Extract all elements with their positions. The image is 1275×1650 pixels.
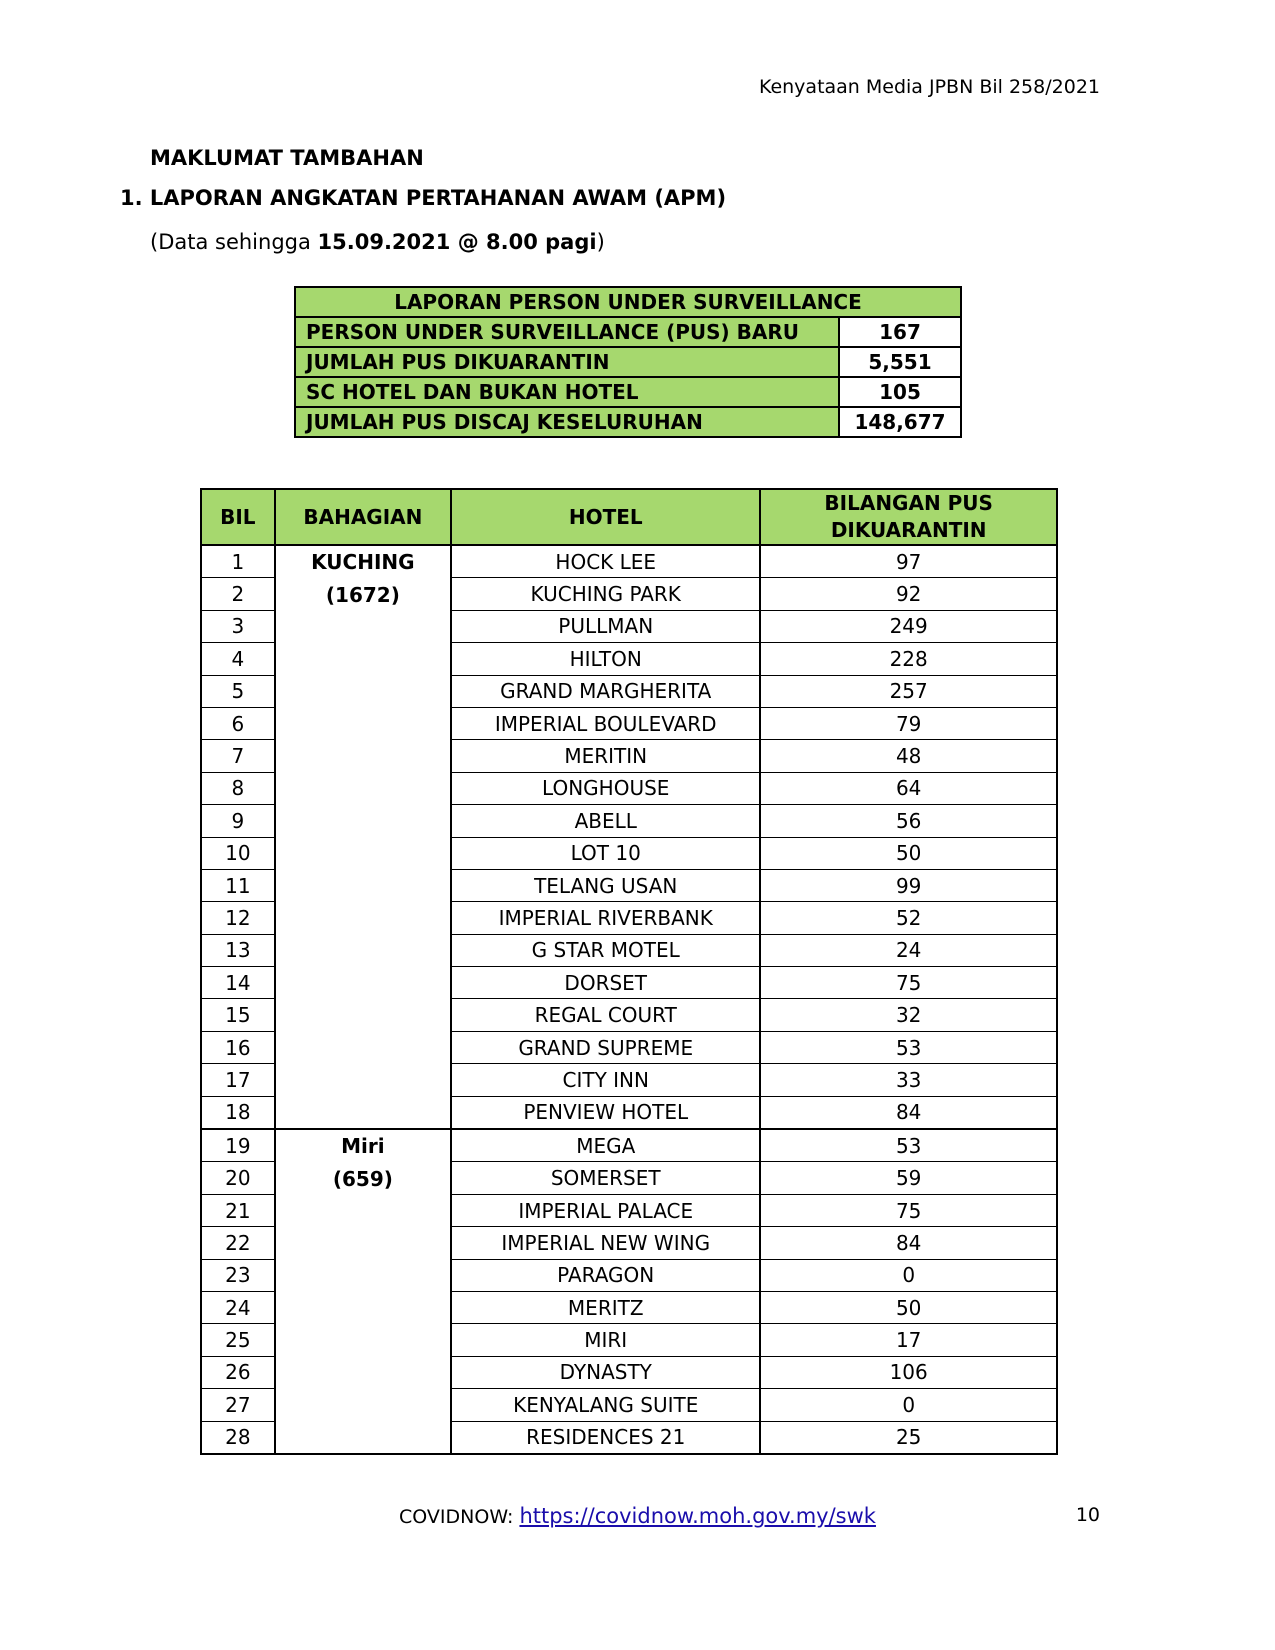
hotel-name-cell: HOCK LEE: [451, 545, 760, 578]
section-heading: 1. LAPORAN ANGKATAN PERTAHANAN AWAM (APM): [120, 186, 727, 210]
bil-cell: 6: [201, 707, 275, 739]
bil-cell: 20: [201, 1162, 275, 1194]
pus-count-cell: 84: [760, 1227, 1057, 1259]
bil-cell: 22: [201, 1227, 275, 1259]
bahagian-total: (1672): [325, 583, 400, 607]
pus-count-cell: 33: [760, 1064, 1057, 1096]
bil-cell: 18: [201, 1096, 275, 1129]
pus-count-cell: 17: [760, 1324, 1057, 1356]
pus-count-cell: 59: [760, 1162, 1057, 1194]
pus-count-cell: 64: [760, 772, 1057, 804]
hotel-name-cell: GRAND SUPREME: [451, 1031, 760, 1063]
pus-count-cell: 84: [760, 1096, 1057, 1129]
pus-count-cell: 75: [760, 967, 1057, 999]
pus-count-cell: 249: [760, 610, 1057, 642]
hotel-name-cell: DORSET: [451, 967, 760, 999]
hotel-name-cell: KUCHING PARK: [451, 578, 760, 610]
covidnow-link[interactable]: https://covidnow.moh.gov.my/swk: [519, 1504, 876, 1528]
hotel-name-cell: HILTON: [451, 643, 760, 675]
bil-cell: 3: [201, 610, 275, 642]
pus-count-cell: 257: [760, 675, 1057, 707]
note-suffix: ): [596, 230, 605, 254]
bil-cell: 24: [201, 1291, 275, 1323]
bahagian-name: KUCHING: [311, 550, 415, 574]
pus-value: 5,551: [839, 347, 961, 377]
hotel-name-cell: PENVIEW HOTEL: [451, 1096, 760, 1129]
hotel-name-cell: MERITIN: [451, 740, 760, 772]
bil-cell: 10: [201, 837, 275, 869]
bil-cell: 16: [201, 1031, 275, 1063]
hotel-name-cell: IMPERIAL NEW WING: [451, 1227, 760, 1259]
bil-cell: 11: [201, 869, 275, 901]
bil-cell: 21: [201, 1194, 275, 1226]
hotel-name-cell: IMPERIAL BOULEVARD: [451, 707, 760, 739]
footer-label: COVIDNOW:: [399, 1506, 520, 1528]
section-title: MAKLUMAT TAMBAHAN: [150, 146, 424, 170]
hotel-name-cell: IMPERIAL PALACE: [451, 1194, 760, 1226]
bil-cell: 28: [201, 1421, 275, 1454]
bil-cell: 8: [201, 772, 275, 804]
pus-count-cell: 53: [760, 1031, 1057, 1063]
hotel-name-cell: CITY INN: [451, 1064, 760, 1096]
table-row: [201, 545, 1057, 578]
bahagian-name: Miri: [341, 1134, 385, 1159]
hotel-name-cell: ABELL: [451, 805, 760, 837]
bil-cell: 25: [201, 1324, 275, 1356]
pus-count-cell: 52: [760, 902, 1057, 934]
pus-count-cell: 50: [760, 837, 1057, 869]
bil-cell: 27: [201, 1389, 275, 1421]
hotel-table-body: [201, 545, 1057, 1454]
bil-cell: 9: [201, 805, 275, 837]
page-number: 10: [1075, 1504, 1100, 1526]
pus-count-cell: 75: [760, 1194, 1057, 1226]
pus-count-cell: 0: [760, 1389, 1057, 1421]
hotel-name-cell: LOT 10: [451, 837, 760, 869]
pus-row: [295, 377, 961, 407]
pus-count-cell: 56: [760, 805, 1057, 837]
document-reference: Kenyataan Media JPBN Bil 258/2021: [758, 76, 1100, 98]
hotel-name-cell: LONGHOUSE: [451, 772, 760, 804]
header-count-line1: BILANGAN PUS: [824, 491, 993, 515]
hotel-name-cell: TELANG USAN: [451, 869, 760, 901]
hotel-quarantine-table: [200, 488, 1058, 1455]
bil-cell: 1: [201, 545, 275, 578]
note-date: 15.09.2021 @ 8.00 pagi: [317, 230, 597, 254]
bil-cell: 2: [201, 578, 275, 610]
pus-value: 105: [839, 377, 961, 407]
hotel-name-cell: SOMERSET: [451, 1162, 760, 1194]
pus-count-cell: 106: [760, 1356, 1057, 1388]
pus-label: SC HOTEL DAN BUKAN HOTEL: [295, 377, 839, 407]
header-count-line2: DIKUARANTIN: [830, 518, 987, 542]
bil-cell: 17: [201, 1064, 275, 1096]
header-bil: BIL: [201, 489, 275, 545]
hotel-name-cell: G STAR MOTEL: [451, 934, 760, 966]
data-date-note: [150, 230, 605, 254]
bil-cell: 15: [201, 999, 275, 1031]
hotel-name-cell: GRAND MARGHERITA: [451, 675, 760, 707]
pus-label: JUMLAH PUS DIKUARANTIN: [295, 347, 839, 377]
hotel-name-cell: MIRI: [451, 1324, 760, 1356]
bil-cell: 23: [201, 1259, 275, 1291]
note-prefix: (Data sehingga: [150, 230, 318, 254]
bil-cell: 26: [201, 1356, 275, 1388]
pus-label: PERSON UNDER SURVEILLANCE (PUS) BARU: [295, 317, 839, 347]
pus-count-cell: 92: [760, 578, 1057, 610]
hotel-name-cell: RESIDENCES 21: [451, 1421, 760, 1454]
header-bahagian: BAHAGIAN: [275, 489, 451, 545]
pus-row: [295, 347, 961, 377]
pus-count-cell: 228: [760, 643, 1057, 675]
hotel-name-cell: MERITZ: [451, 1291, 760, 1323]
pus-count-cell: 25: [760, 1421, 1057, 1454]
header-hotel: HOTEL: [451, 489, 760, 545]
bil-cell: 7: [201, 740, 275, 772]
pus-value: 148,677: [839, 407, 961, 437]
pus-label: JUMLAH PUS DISCAJ KESELURUHAN: [295, 407, 839, 437]
bil-cell: 13: [201, 934, 275, 966]
pus-count-cell: 50: [760, 1291, 1057, 1323]
bil-cell: 5: [201, 675, 275, 707]
pus-count-cell: 79: [760, 707, 1057, 739]
bahagian-cell: [275, 1129, 451, 1454]
bil-cell: 14: [201, 967, 275, 999]
hotel-name-cell: PARAGON: [451, 1259, 760, 1291]
table-row: [201, 1129, 1057, 1162]
header-count: [760, 489, 1057, 545]
pus-count-cell: 32: [760, 999, 1057, 1031]
pus-count-cell: 48: [760, 740, 1057, 772]
pus-row: [295, 407, 961, 437]
hotel-name-cell: REGAL COURT: [451, 999, 760, 1031]
pus-value: 167: [839, 317, 961, 347]
pus-summary-table: [294, 286, 962, 438]
hotel-name-cell: DYNASTY: [451, 1356, 760, 1388]
hotel-name-cell: MEGA: [451, 1129, 760, 1162]
bil-cell: 4: [201, 643, 275, 675]
pus-row: [295, 317, 961, 347]
bahagian-total: (659): [332, 1167, 393, 1192]
pus-count-cell: 24: [760, 934, 1057, 966]
bil-cell: 12: [201, 902, 275, 934]
hotel-name-cell: IMPERIAL RIVERBANK: [451, 902, 760, 934]
pus-count-cell: 0: [760, 1259, 1057, 1291]
pus-count-cell: 99: [760, 869, 1057, 901]
hotel-name-cell: PULLMAN: [451, 610, 760, 642]
pus-count-cell: 53: [760, 1129, 1057, 1162]
pus-count-cell: 97: [760, 545, 1057, 578]
bahagian-cell: [275, 545, 451, 1129]
hotel-name-cell: KENYALANG SUITE: [451, 1389, 760, 1421]
pus-table-title: LAPORAN PERSON UNDER SURVEILLANCE: [295, 287, 961, 317]
bil-cell: 19: [201, 1129, 275, 1162]
